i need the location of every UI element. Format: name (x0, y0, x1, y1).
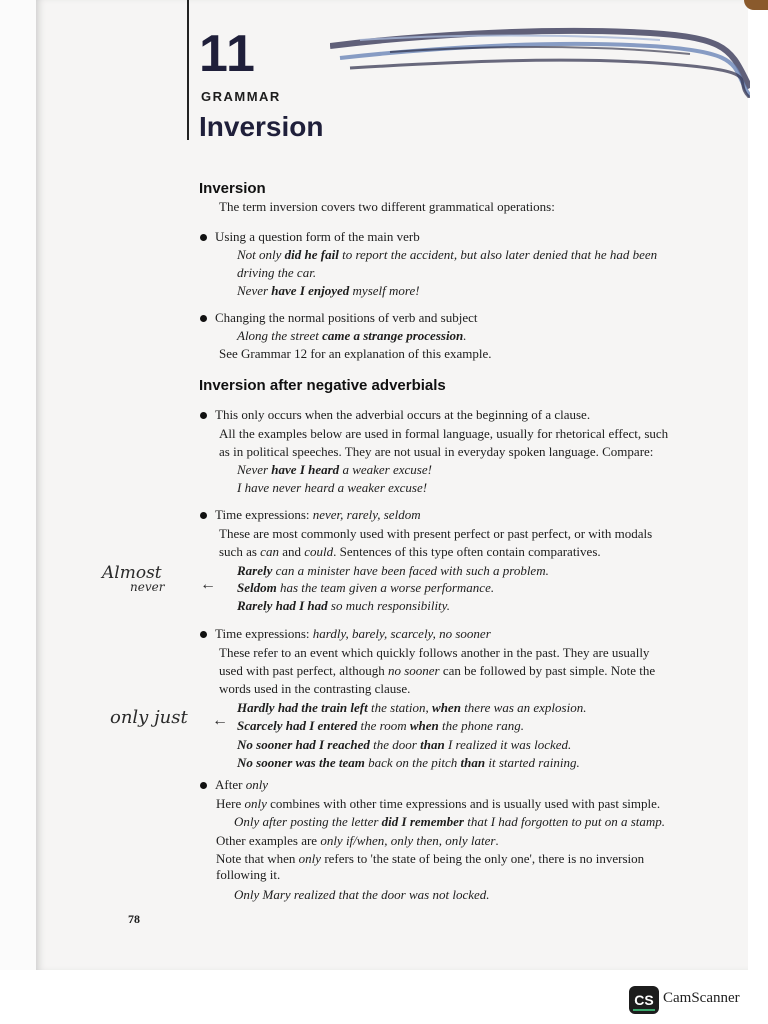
camscanner-label: CamScanner (663, 990, 740, 1006)
example-line: Seldom has the team given a worse performance. (237, 580, 495, 595)
example-line: Not only did he fail to report the accident, but also later denied that he had been (237, 247, 658, 262)
neg-point-text: used with past perfect, although no sooner can be followed by past simple. Note the (219, 663, 656, 678)
time-expressions-1: Time expressions: never, rarely, seldom (215, 507, 421, 522)
example-line: No sooner was the team back on the pitch than it started raining. (237, 755, 580, 770)
after-only: After only (215, 777, 269, 792)
bullet-icon (200, 782, 207, 789)
neg-point-1: This only occurs when the adverbial occurs at the beginning of a clause. (215, 407, 591, 422)
intro-text: The term inversion covers two different grammatical operations: (219, 199, 555, 214)
neg-point-text: Note that when only refers to 'the state of being the only one', there is no inversion (216, 851, 645, 866)
neg-point-text: words used in the contrasting clause. (219, 681, 411, 696)
example-line: Scarcely had I entered the room when the phone rang. (237, 718, 524, 733)
intro-bullet-1: Using a question form of the main verb (215, 229, 420, 244)
example-line: Only Mary realized that the door was not locked. (234, 887, 490, 902)
example-line: driving the car. (237, 265, 317, 280)
bullet-icon (200, 512, 207, 519)
handwritten-note: Almost (102, 563, 162, 583)
neg-point-text: All the examples below are used in formal language, usually for rhetorical effect, such (219, 426, 669, 441)
neg-point-text: as in political speeches. They are not usual in everyday spoken language. Compare: (219, 444, 654, 459)
neg-point-text: Here only combines with other time expressions and is usually used with past simple. (216, 796, 661, 811)
page-edge (0, 0, 36, 970)
time-expressions-2: Time expressions: hardly, barely, scarcely, no sooner (215, 626, 491, 641)
example-line: Rarely can a minister have been faced with such a problem. (237, 563, 549, 578)
example-line: Never have I enjoyed myself more! (237, 283, 420, 298)
arrow-left-icon: ← (200, 576, 216, 593)
handwritten-note: never (130, 580, 165, 594)
section-heading-negative: Inversion after negative adverbials (199, 377, 446, 394)
unit-label: GRAMMAR (201, 89, 281, 104)
example-line: No sooner had I reached the door than I realized it was locked. (237, 737, 572, 752)
section-heading-inversion: Inversion (199, 180, 266, 197)
bullet-icon (200, 631, 207, 638)
arrow-left-icon: ← (212, 712, 228, 729)
neg-point-text: These refer to an event which quickly follows another in the past. They are usually (219, 645, 650, 660)
example-line: Only after posting the letter did I remember that I had forgotten to put on a stamp. (234, 814, 666, 829)
intro-bullet-2: Changing the normal positions of verb and subject (215, 310, 478, 325)
neg-point-text: such as can and could. Sentences of this type often contain comparatives. (219, 544, 601, 559)
example-line: Rarely had I had so much responsibility. (237, 598, 450, 613)
bullet-icon (200, 315, 207, 322)
intro-note: See Grammar 12 for an explanation of this example. (219, 346, 492, 361)
example-line: I have never heard a weaker excuse! (237, 480, 428, 495)
neg-point-text: following it. (216, 867, 281, 882)
page-title: Inversion (199, 111, 324, 142)
unit-number: 11 (199, 25, 256, 83)
example-line: Along the street came a strange procession. (237, 328, 467, 343)
bullet-icon (200, 234, 207, 241)
page-number: 78 (128, 912, 140, 926)
neg-point-text: Other examples are only if/when, only then, only later. (216, 833, 499, 848)
bullet-icon (200, 412, 207, 419)
example-line: Hardly had the train left the station, when there was an explosion. (237, 700, 587, 715)
decorative-banner (330, 18, 750, 98)
neg-point-text: These are most commonly used with present perfect or past perfect, or with modals (219, 526, 653, 541)
camscanner-logo: CS (629, 986, 659, 1014)
header-rule (187, 0, 189, 140)
handwritten-note: only just (110, 707, 188, 728)
example-line: Never have I heard a weaker excuse! (237, 462, 432, 477)
